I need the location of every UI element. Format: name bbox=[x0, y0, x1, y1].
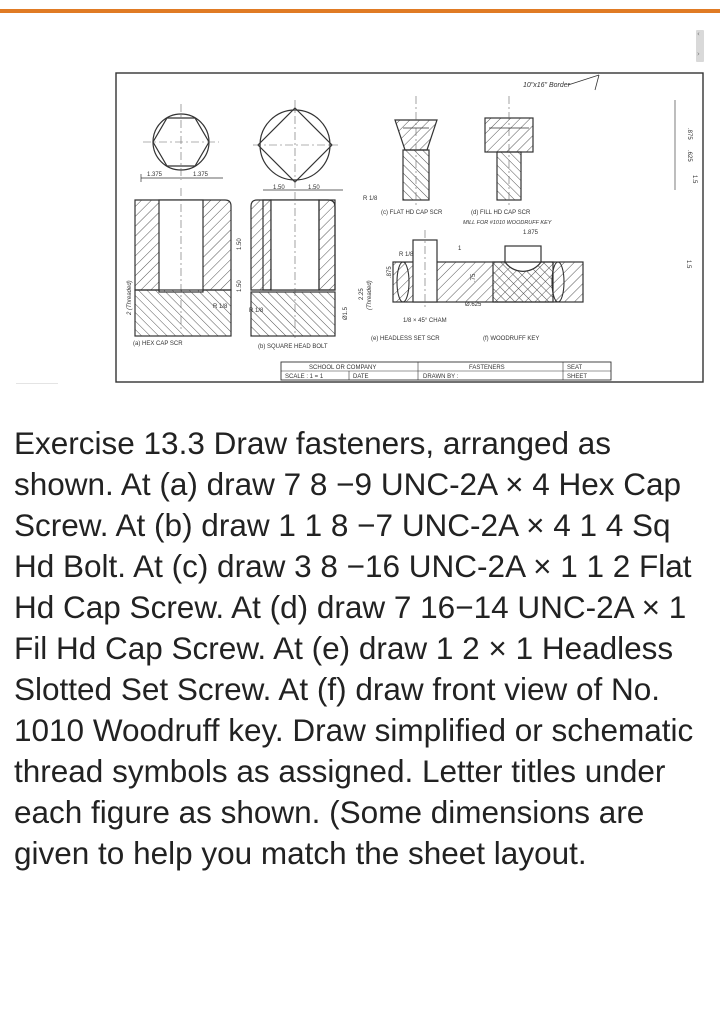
label-f: (f) WOODRUFF KEY bbox=[483, 336, 540, 342]
dim-625: .625 bbox=[686, 150, 692, 162]
accent-line bbox=[0, 9, 720, 13]
title-sheet: SHEET bbox=[567, 374, 588, 380]
title-date: DATE bbox=[353, 374, 369, 380]
title-school: SCHOOL OR COMPANY bbox=[309, 365, 377, 371]
dim-225: 2.25 bbox=[359, 288, 365, 300]
dia-15: Ø1.5 bbox=[343, 306, 349, 320]
scroll-up-mark: ‹ bbox=[697, 30, 700, 38]
woodruff-key-view bbox=[493, 246, 564, 302]
dim-150-b: 1.50 bbox=[308, 185, 320, 191]
chamfer-note: 1/8 × 45° CHAM bbox=[403, 318, 447, 324]
dim-875: .875 bbox=[686, 128, 692, 140]
dim-1: 1 bbox=[458, 246, 462, 252]
title-fasteners: FASTENERS bbox=[469, 365, 505, 371]
title-drawn-by: DRAWN BY : bbox=[423, 374, 459, 380]
title-scale: SCALE : 1 = 1 bbox=[285, 374, 324, 380]
hex-cap-front-view bbox=[135, 188, 231, 336]
dim-75: .75 bbox=[471, 273, 477, 282]
flat-head-view bbox=[395, 96, 437, 205]
label-d: (d) FILL HD CAP SCR bbox=[471, 210, 531, 216]
scrollbar[interactable] bbox=[696, 30, 704, 62]
threaded-note-a: 2 (Threaded) bbox=[127, 280, 133, 315]
title-seat: SEAT bbox=[567, 365, 583, 371]
label-a: (a) HEX CAP SCR bbox=[133, 341, 183, 347]
threaded-note-b: (Threaded) bbox=[367, 280, 373, 310]
scroll-down-mark: › bbox=[697, 50, 700, 58]
dim-15-b: 1.5 bbox=[685, 260, 691, 269]
fillister-head-view bbox=[485, 96, 533, 205]
dim-150-v2: 1.50 bbox=[237, 280, 243, 292]
divider bbox=[16, 383, 58, 384]
border-note: 10"x16" Border bbox=[523, 82, 570, 89]
radius-4: R 1/8 bbox=[399, 252, 414, 258]
radius-3: R 1/8 bbox=[363, 196, 378, 202]
label-e: (e) HEADLESS SET SCR bbox=[371, 336, 440, 342]
square-head-front-view bbox=[251, 192, 335, 338]
hex-cap-top-view bbox=[143, 104, 219, 180]
exercise-caption: Exercise 13.3 Draw fasteners, arranged as shown. At (a) draw 7 8 −9 UNC-2A × 4 Hex Cap Screw. At (b) draw 1 1 8 −7 UNC-2A × 4 1 4 Sq Hd Bolt. At (c) draw 3 8 −16 UNC-2A × 1 1 2 Flat Hd Cap Screw. At (d) draw 7 16−14 UNC-2A × 1 Fil Hd Cap Screw. At (e) draw 1 2 × 1 Headless Slotted Set Screw. At (f) draw front view of No. 1010 Woodruff key. Draw simplified or schematic thread symbols as assigned. Letter titles under each figure as shown. (Some dimensions are given to help you match the sheet layout. bbox=[14, 425, 694, 871]
label-c: (c) FLAT HD CAP SCR bbox=[381, 210, 443, 216]
radius-1: R 1/8 bbox=[213, 304, 228, 310]
label-b: (b) SQUARE HEAD BOLT bbox=[258, 344, 328, 350]
dim-150-a: 1.50 bbox=[273, 185, 285, 191]
mill-note: MILL FOR #1010 WOODRUFF KEY bbox=[463, 220, 552, 226]
top-bar bbox=[0, 0, 720, 13]
dia-625: Ø.625 bbox=[465, 302, 482, 308]
dim-875: .875 bbox=[387, 266, 393, 278]
fastener-drawing bbox=[113, 70, 706, 385]
dim-15-a: 1.5 bbox=[691, 175, 697, 184]
dim-1875: 1.875 bbox=[523, 230, 539, 236]
dim-1375-b: 1.375 bbox=[193, 172, 209, 178]
radius-2: R 1/8 bbox=[249, 308, 264, 314]
dim-1375-a: 1.375 bbox=[147, 172, 163, 178]
drawing-svg bbox=[113, 70, 706, 385]
dim-150-v1: 1.50 bbox=[237, 238, 243, 250]
square-head-top-view bbox=[253, 100, 338, 190]
